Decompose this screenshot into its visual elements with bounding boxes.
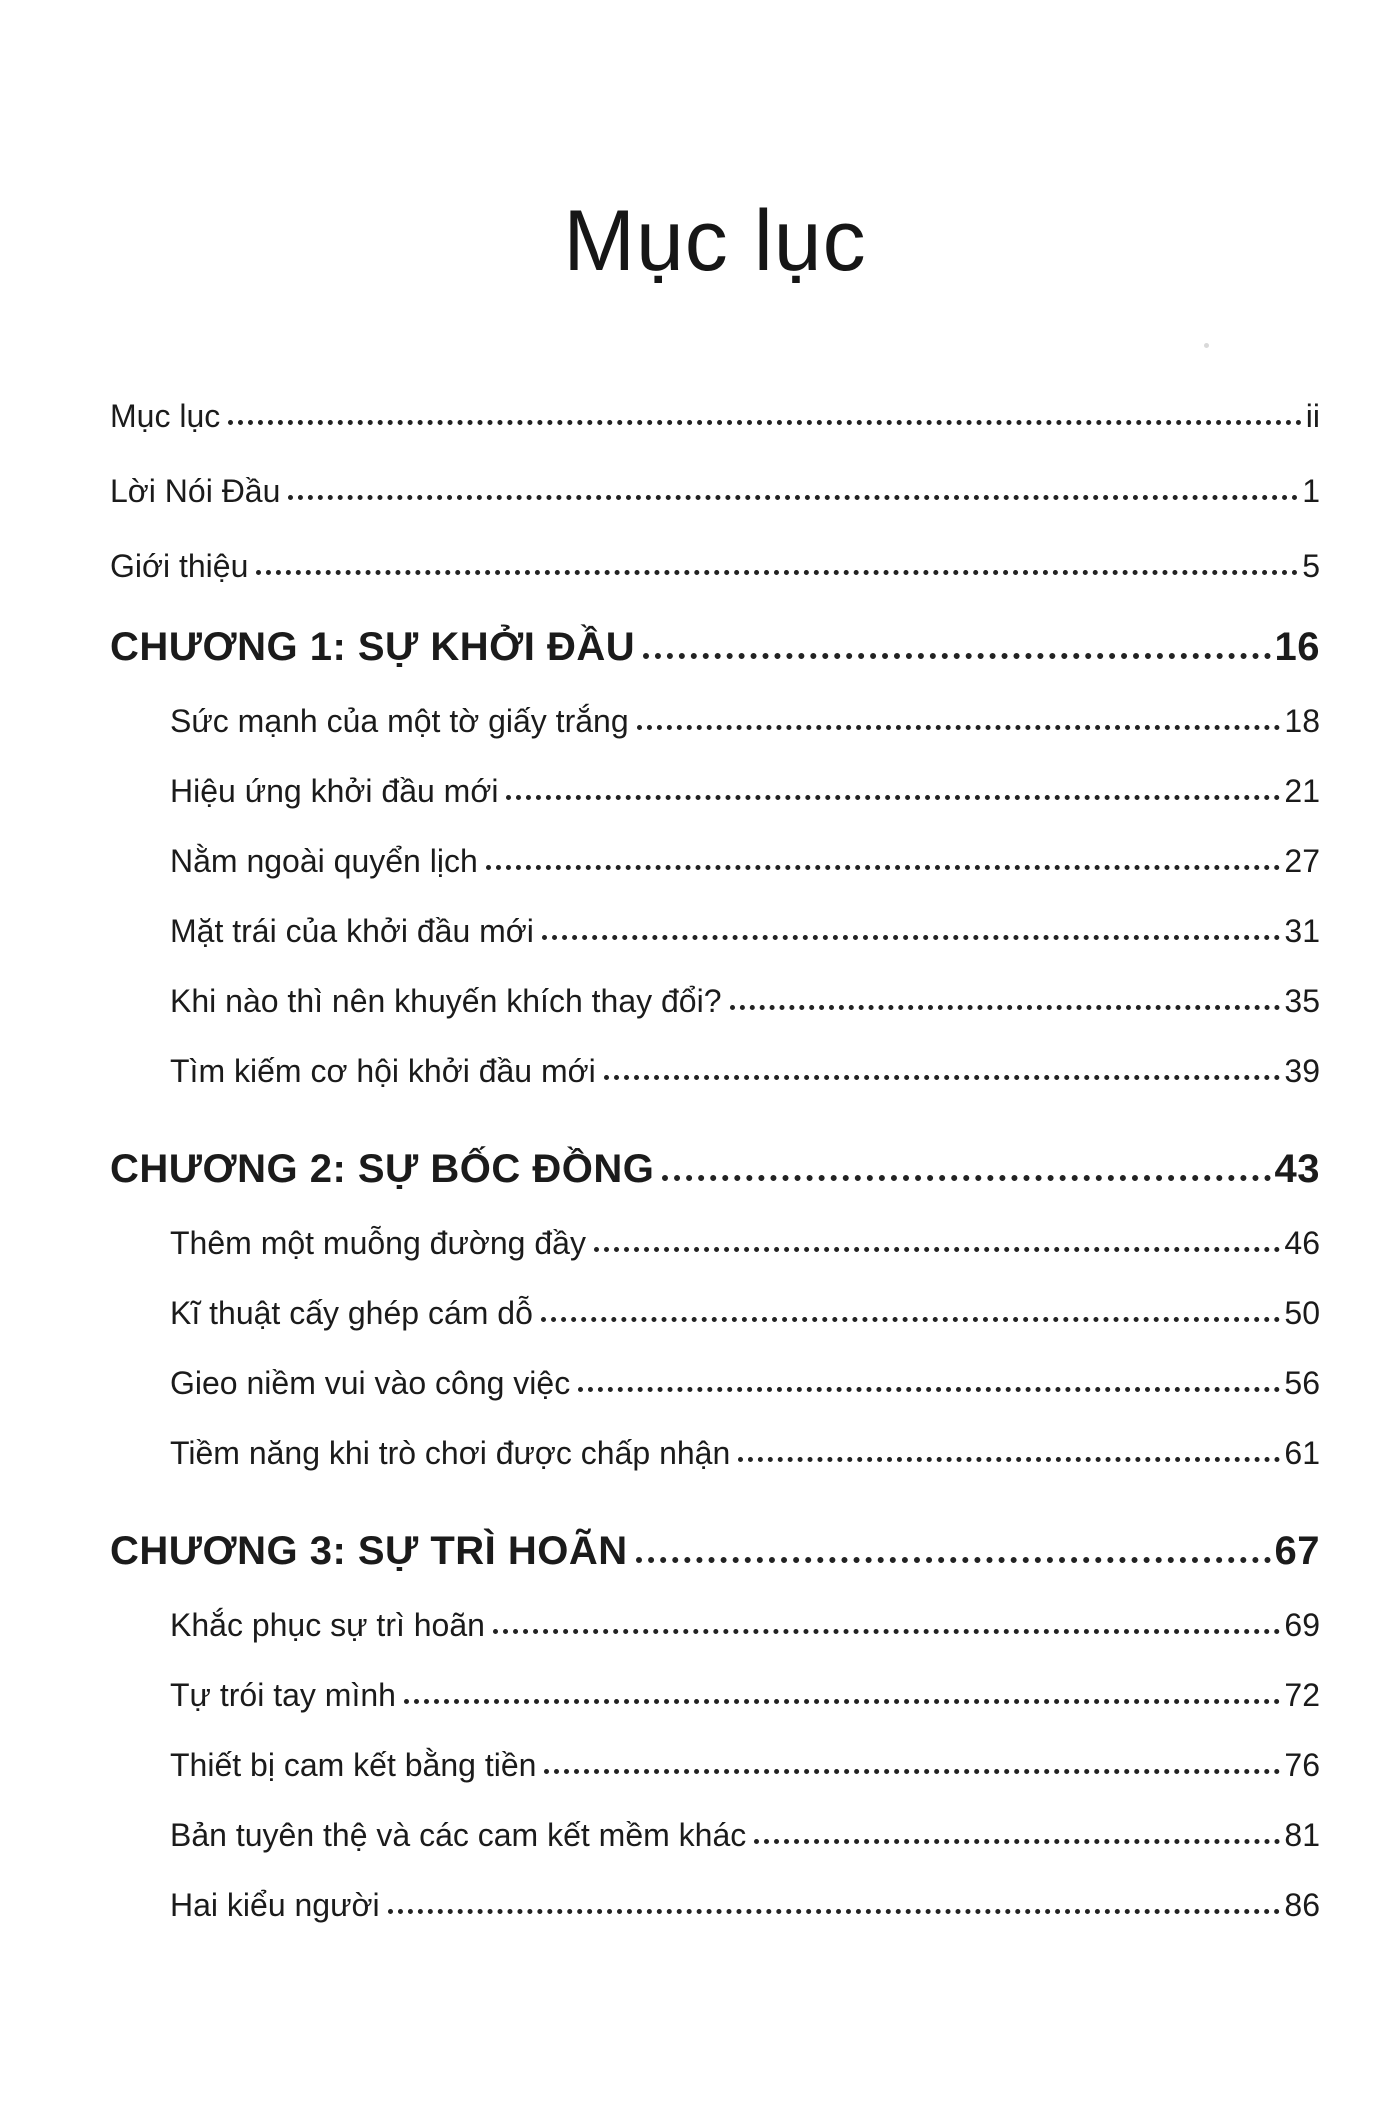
toc-dot-leader: [643, 653, 1270, 659]
toc-dot-leader: [730, 1005, 1281, 1010]
toc-entry-label: Sức mạnh của một tờ giấy trắng: [170, 702, 629, 739]
toc-entry-label: Tìm kiếm cơ hội khởi đầu mới: [170, 1052, 596, 1089]
toc-entry-page-number: 39: [1284, 1052, 1320, 1089]
toc-entry-page-number: 35: [1284, 982, 1320, 1019]
toc-entry-page-number: 5: [1302, 547, 1320, 584]
toc-entry: [110, 1597, 1320, 1643]
toc-entry: [110, 1807, 1320, 1853]
toc-entry-page-number: 56: [1284, 1364, 1320, 1401]
toc-entry-page-number: 16: [1274, 625, 1320, 669]
toc-entry-label: Mục lục: [110, 397, 221, 434]
toc-dot-leader: [542, 935, 1281, 940]
toc-entry-page-number: 1: [1302, 472, 1320, 509]
toc-entry-page-number: 67: [1274, 1529, 1320, 1573]
toc-entry-label: Tự trói tay mình: [170, 1676, 396, 1713]
toc-entry-page-number: 27: [1284, 842, 1320, 879]
toc-dot-leader: [288, 495, 1298, 500]
toc-entry-label: Giới thiệu: [110, 547, 249, 584]
toc-entry: [110, 1215, 1320, 1261]
toc-dot-leader: [754, 1839, 1280, 1844]
toc-entry-page-number: 76: [1284, 1746, 1320, 1783]
page-title: Mục lục: [563, 193, 867, 289]
toc-entry-page-number: 43: [1274, 1147, 1320, 1191]
toc-dot-leader: [506, 795, 1280, 800]
toc-dot-leader: [256, 570, 1298, 575]
toc-entry-page-number: 81: [1284, 1816, 1320, 1853]
toc-entry-label: Lời Nói Đầu: [110, 472, 281, 509]
toc-entry-page-number: 50: [1284, 1294, 1320, 1331]
toc-entry-page-number: 21: [1284, 772, 1320, 809]
toc-entry-label: Khi nào thì nên khuyến khích thay đổi?: [170, 982, 722, 1019]
scan-speck: [1204, 343, 1209, 348]
toc-entry: [110, 538, 1320, 584]
toc-entry: [110, 903, 1320, 949]
toc-entry: [110, 1355, 1320, 1401]
toc-dot-leader: [604, 1075, 1281, 1080]
toc-entry-page-number: ii: [1305, 397, 1320, 434]
toc-entry-label: Tiềm năng khi trò chơi được chấp nhận: [170, 1434, 731, 1471]
toc-entry-page-number: 46: [1284, 1224, 1320, 1261]
toc-dot-leader: [228, 420, 1302, 425]
toc-entry: [110, 1667, 1320, 1713]
toc-entry-label: Kĩ thuật cấy ghép cám dỗ: [170, 1294, 533, 1331]
toc-entry: [110, 1043, 1320, 1089]
toc-dot-leader: [404, 1699, 1280, 1704]
toc-entry: [110, 613, 1320, 669]
toc-entry-label: Gieo niềm vui vào công việc: [170, 1364, 571, 1401]
toc-dot-leader: [637, 725, 1281, 730]
toc-entry: [110, 1517, 1320, 1573]
toc-entry-label: Nằm ngoài quyển lịch: [170, 842, 478, 879]
toc-entry-label: Bản tuyên thệ và các cam kết mềm khác: [170, 1816, 747, 1853]
toc-entry-page-number: 69: [1284, 1606, 1320, 1643]
toc-entry-label: Thêm một muỗng đường đầy: [170, 1224, 586, 1261]
toc-entry-page-number: 61: [1284, 1434, 1320, 1471]
toc-dot-leader: [388, 1909, 1281, 1914]
toc-entry-page-number: 18: [1284, 702, 1320, 739]
toc-entry: [110, 388, 1320, 434]
toc-entry: [110, 833, 1320, 879]
toc-entry: [110, 693, 1320, 739]
toc-entry: [110, 973, 1320, 1019]
toc-dot-leader: [541, 1317, 1281, 1322]
toc-entry-page-number: 72: [1284, 1676, 1320, 1713]
toc-entry: [110, 763, 1320, 809]
toc-dot-leader: [493, 1629, 1280, 1634]
toc-dot-leader: [738, 1457, 1280, 1462]
toc-entry-page-number: 31: [1284, 912, 1320, 949]
toc-entry-label: Hai kiểu người: [170, 1886, 380, 1923]
table-of-contents: [110, 388, 1320, 1923]
toc-dot-leader: [662, 1175, 1270, 1181]
toc-dot-leader: [578, 1387, 1280, 1392]
toc-entry-label: Khắc phục sự trì hoãn: [170, 1606, 485, 1643]
toc-dot-leader: [636, 1557, 1271, 1563]
toc-entry: [110, 463, 1320, 509]
toc-entry: [110, 1877, 1320, 1923]
toc-entry-label: CHƯƠNG 2: SỰ BỐC ĐỒNG: [110, 1147, 655, 1191]
toc-entry-label: Mặt trái của khởi đầu mới: [170, 912, 534, 949]
toc-dot-leader: [544, 1769, 1280, 1774]
toc-entry-label: CHƯƠNG 1: SỰ KHỞI ĐẦU: [110, 625, 636, 669]
toc-dot-leader: [594, 1247, 1280, 1252]
toc-dot-leader: [486, 865, 1281, 870]
toc-entry-label: CHƯƠNG 3: SỰ TRÌ HOÃN: [110, 1529, 628, 1573]
toc-entry: [110, 1425, 1320, 1471]
toc-entry: [110, 1135, 1320, 1191]
toc-entry-label: Thiết bị cam kết bằng tiền: [170, 1746, 537, 1783]
toc-entry-page-number: 86: [1284, 1886, 1320, 1923]
toc-entry: [110, 1737, 1320, 1783]
toc-entry-label: Hiệu ứng khởi đầu mới: [170, 772, 499, 809]
toc-entry: [110, 1285, 1320, 1331]
